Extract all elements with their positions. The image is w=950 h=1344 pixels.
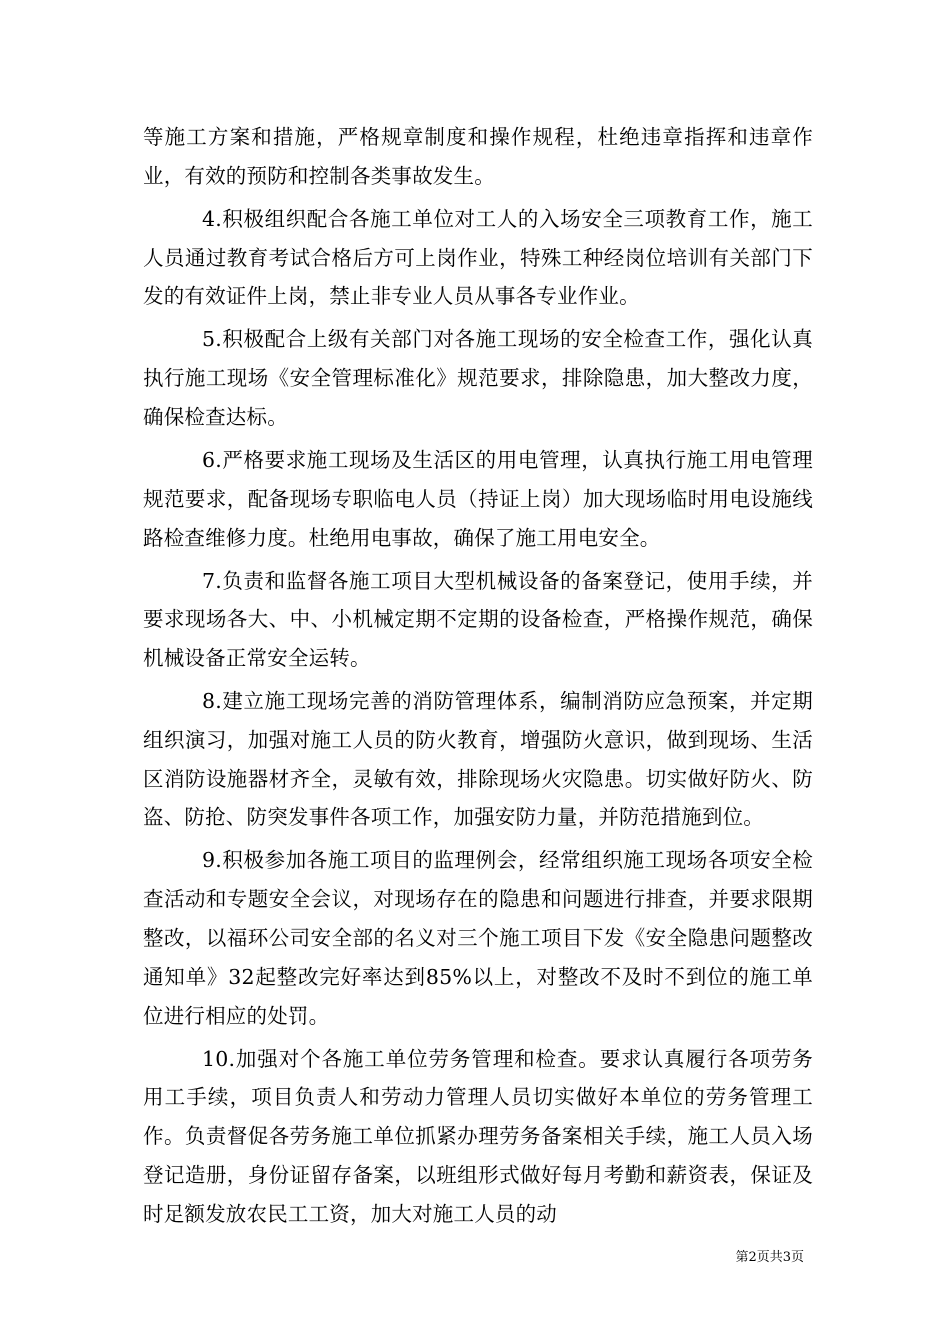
paragraph-item-10: 10.加强对个各施工单位劳务管理和检查。要求认真履行各项劳务用工手续，项目负责人和劳动力管理人员切实做好本单位的劳务管理工作。负责督促各劳务施工单位抓紧办理劳务备案相关手续，施工人员入场登记造册，身份证留存备案，以班组形式做好每月考勤和薪资表，保证及时足额发放农民工工资，加大对施工人员的动: [143, 1046, 813, 1226]
paragraph-item-8: 8.建立施工现场完善的消防管理体系，编制消防应急预案，并定期组织演习，加强对施工人员的防火教育，增强防火意识，做到现场、生活区消防设施器材齐全，灵敏有效，排除现场火灾隐患。切实做好防火、防盗、防抢、防突发事件各项工作，加强安防力量，并防范措施到位。: [143, 689, 813, 830]
paragraph-item-6: 6.严格要求施工现场及生活区的用电管理，认真执行施工用电管理规范要求，配备现场专职临电人员（持证上岗）加大现场临时用电设施线路检查维修力度。杜绝用电事故，确保了施工用电安全。: [143, 447, 813, 550]
paragraph-item-5: 5.积极配合上级有关部门对各施工现场的安全检查工作，强化认真执行施工现场《安全管理标准化》规范要求，排除隐患，加大整改力度，确保检查达标。: [143, 327, 813, 429]
page-number-footer: 第2页共3页: [735, 1250, 804, 1265]
paragraph-continuation: 等施工方案和措施，严格规章制度和操作规程，杜绝违章指挥和违章作业，有效的预防和控制各类事故发生。: [143, 125, 813, 188]
paragraph-item-4: 4.积极组织配合各施工单位对工人的入场安全三项教育工作，施工人员通过教育考试合格后方可上岗作业，特殊工种经岗位培训有关部门下发的有效证件上岗，禁止非专业人员从事各专业作业。: [143, 206, 813, 309]
document-body: [143, 118, 813, 1238]
paragraph-item-7: 7.负责和监督各施工项目大型机械设备的备案登记，使用手续，并要求现场各大、中、小机械定期不定期的设备检查，严格操作规范，确保机械设备正常安全运转。: [143, 568, 813, 671]
paragraph-item-9: 9.积极参加各施工项目的监理例会，经常组织施工现场各项安全检查活动和专题安全会议，对现场存在的隐患和问题进行排查，并要求限期整改，以福环公司安全部的名义对三个施工项目下发《安全隐患问题整改通知单》32起整改完好率达到85%以上，对整改不及时不到位的施工单位进行相应的处罚。: [143, 848, 813, 1028]
